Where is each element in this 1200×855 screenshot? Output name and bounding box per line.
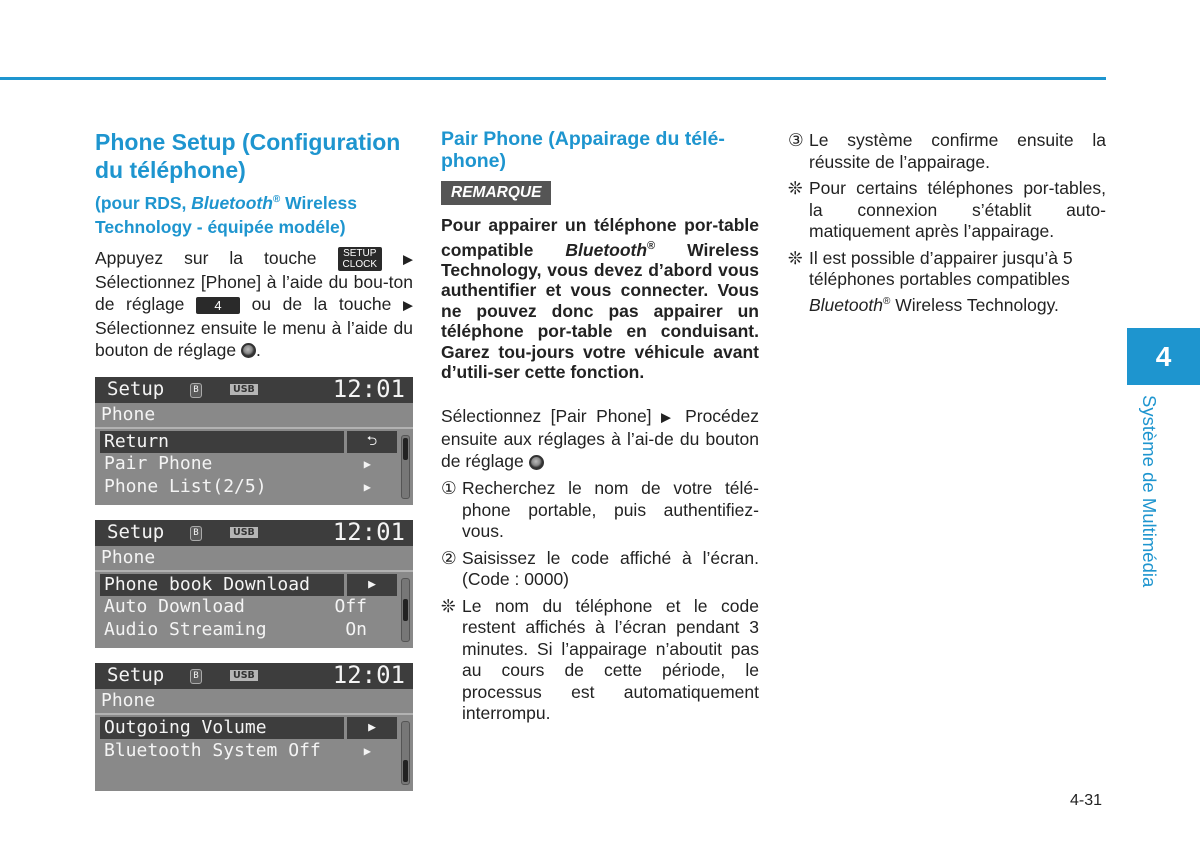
arrow-icon: ▶	[403, 251, 413, 267]
scrollbar[interactable]	[401, 435, 410, 499]
screen-subtitle: Phone	[95, 546, 413, 572]
menu-item-outgoing-volume[interactable]: Outgoing Volume ▶	[100, 717, 397, 739]
bluetooth-icon: B	[190, 383, 202, 398]
menu-item-audio-streaming[interactable]: Audio Streaming On	[104, 618, 367, 640]
chevron-right-icon[interactable]: ▶	[347, 574, 397, 596]
note-text: Pour appairer un téléphone por-table compatible Bluetooth® Wireless Technology, vous devez d’abord vous authentifier et vous connecter. Vous ne pouvez donc pas appairer un téléphone por-table en conduisant. Garez tou-jours votre véhicule avant d’utili-ser cette fonction.	[441, 215, 759, 383]
page-number: 4-31	[1070, 792, 1103, 809]
arrow-icon: ▶	[661, 409, 676, 425]
chevron-right-icon[interactable]: ▶	[347, 717, 397, 739]
screen-title: Setup	[107, 520, 165, 543]
section-title: Système de Multimédia	[1139, 395, 1160, 588]
usb-icon: USB	[230, 384, 258, 395]
scrollbar[interactable]	[401, 721, 410, 785]
setup-clock-key-icon: SETUP CLOCK	[338, 247, 382, 271]
column-pair-phone-cont	[788, 130, 1106, 321]
instructions-phone-setup: Appuyez sur la touche SETUP CLOCK ▶ Sélectionnez [Phone] à l’aide du bou-ton de réglage 4 ou de la touche ▶ Sélectionnez ensuite le menu à l’aide du bouton de réglage .	[95, 247, 413, 360]
display-screen-phone-menu-3	[95, 660, 413, 791]
column-phone-setup	[95, 128, 413, 791]
menu-item-pair-phone[interactable]: Pair Phone ▶	[104, 452, 371, 474]
usb-icon: USB	[230, 670, 258, 681]
bluetooth-icon: B	[190, 526, 202, 541]
subheading-phone-setup: (pour RDS, Bluetooth® Wireless Technology - équipée modéle)	[95, 192, 357, 237]
bluetooth-icon: B	[190, 669, 202, 684]
return-icon[interactable]: ⮌	[347, 431, 397, 453]
note-pairing-timeout: ❊ Le nom du téléphone et le code restent affichés à l’écran pendant 3 minutes. Si l’appairage n’aboutit pas au cours de cette période, le processus est automatiquement interrompu.	[441, 595, 759, 724]
step-3: ③ Le système confirme ensuite la réussite de l’appairage.	[788, 130, 1106, 172]
tune-knob-icon	[529, 455, 544, 470]
setting-value: Off	[334, 595, 367, 617]
heading-pair-phone: Pair Phone (Appairage du télé-phone)	[441, 128, 725, 172]
scrollbar[interactable]	[401, 578, 410, 642]
usb-icon: USB	[230, 527, 258, 538]
tune-key-icon: 4	[196, 297, 240, 314]
column-pair-phone	[441, 128, 759, 730]
heading-phone-setup: Phone Setup (Configuration du téléphone)	[95, 129, 401, 183]
step-2: ② Saisissez le code affiché à l’écran. (Code : 0000)	[441, 547, 759, 590]
screen-title: Setup	[107, 663, 165, 686]
menu-item-bluetooth-system-off[interactable]: Bluetooth System Off ▶	[104, 739, 371, 761]
step-1: ① Recherchez le nom de votre télé-phone portable, puis authentifiez-vous.	[441, 478, 759, 542]
menu-item-phone-book-download[interactable]: Phone book Download ▶	[100, 574, 397, 596]
tune-knob-icon	[241, 343, 256, 358]
note-auto-connect: ❊ Pour certains téléphones por-tables, la connexion s’établit auto-matiquement après l’appairage.	[788, 178, 1106, 241]
screen-subtitle: Phone	[95, 689, 413, 715]
note-badge: REMARQUE	[441, 181, 551, 205]
screen-title: Setup	[107, 377, 165, 400]
chevron-right-icon: ▶	[363, 479, 371, 494]
menu-item-return[interactable]: Return ⮌	[100, 431, 397, 453]
screen-subtitle: Phone	[95, 403, 413, 429]
screen-clock: 12:01	[332, 660, 405, 689]
display-screen-phone-menu-1	[95, 374, 413, 505]
screen-clock: 12:01	[332, 517, 405, 546]
top-rule	[0, 77, 1106, 80]
menu-item-phone-list[interactable]: Phone List(2/5) ▶	[104, 475, 371, 497]
note-max-phones: ❊ Il est possible d’appairer jusqu’à 5 téléphones portables compatibles Bluetooth® Wireless Technology.	[788, 247, 1073, 315]
chevron-right-icon: ▶	[363, 743, 371, 758]
chevron-right-icon: ▶	[363, 456, 371, 471]
menu-item-auto-download[interactable]: Auto Download Off	[104, 595, 367, 617]
setting-value: On	[345, 618, 367, 640]
screen-clock: 12:01	[332, 374, 405, 403]
section-tab: 4	[1127, 328, 1200, 385]
arrow-icon: ▶	[402, 297, 413, 313]
display-screen-phone-menu-2	[95, 517, 413, 648]
instructions-pair-phone: Sélectionnez [Pair Phone] ▶ Procédez ensuite aux réglages à l’ai-de du bouton de réglage	[441, 405, 759, 472]
